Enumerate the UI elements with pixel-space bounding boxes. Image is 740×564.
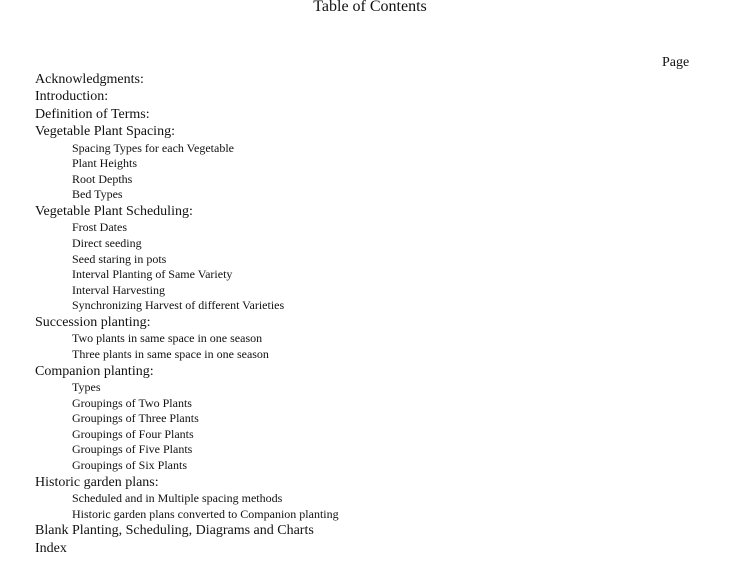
toc-subentry: Scheduled and in Multiple spacing methods <box>72 491 283 505</box>
toc-subentry: Root Depths <box>72 171 133 186</box>
toc-subentry: Frost Dates <box>72 220 127 235</box>
toc-subentry: Direct seeding <box>72 236 142 250</box>
toc-subentry: Bed Types <box>72 187 123 202</box>
toc-subentry: Types <box>72 380 101 394</box>
toc-subentry: Three plants in same space in one season <box>72 347 269 361</box>
toc-entry: Succession planting: <box>35 315 151 330</box>
toc-subentry: Interval Planting of Same Variety <box>72 267 233 282</box>
toc-subentry: Synchronizing Harvest of different Varieties <box>72 298 285 313</box>
toc-subentry: Groupings of Four Plants <box>72 426 194 441</box>
toc-subentry: Interval Harvesting <box>72 282 165 297</box>
toc-subentry: Spacing Types for each Vegetable <box>72 140 234 155</box>
toc-entry: Companion planting: <box>35 363 154 379</box>
toc-subentry: Groupings of Two Plants <box>72 395 192 410</box>
toc-subentry: Groupings of Six Plants <box>72 458 188 472</box>
toc-entry: Index <box>35 540 67 556</box>
toc-entry: Introduction: <box>35 89 109 105</box>
toc-subentry: Seed staring in pots <box>72 251 167 266</box>
page-column-label: Page <box>662 55 690 70</box>
toc-entry: Acknowledgments: <box>35 72 144 87</box>
toc-entry: Blank Planting, Scheduling, Diagrams and Charts <box>35 523 314 539</box>
toc-entry: Historic garden plans: <box>35 474 159 490</box>
toc-subentry: Groupings of Three Plants <box>72 411 199 426</box>
toc-entry: Definition of Terms: <box>35 106 150 122</box>
toc-subentry: Groupings of Five Plants <box>72 442 193 457</box>
toc-subentry: Historic garden plans converted to Companion planting <box>72 506 339 521</box>
document-title: Table of Contents <box>313 0 427 15</box>
toc-entry: Vegetable Plant Spacing: <box>35 124 175 140</box>
toc-subentry: Two plants in same space in one season <box>72 331 263 346</box>
toc-entry: Vegetable Plant Scheduling: <box>35 204 193 219</box>
toc-subentry: Plant Heights <box>72 156 137 171</box>
